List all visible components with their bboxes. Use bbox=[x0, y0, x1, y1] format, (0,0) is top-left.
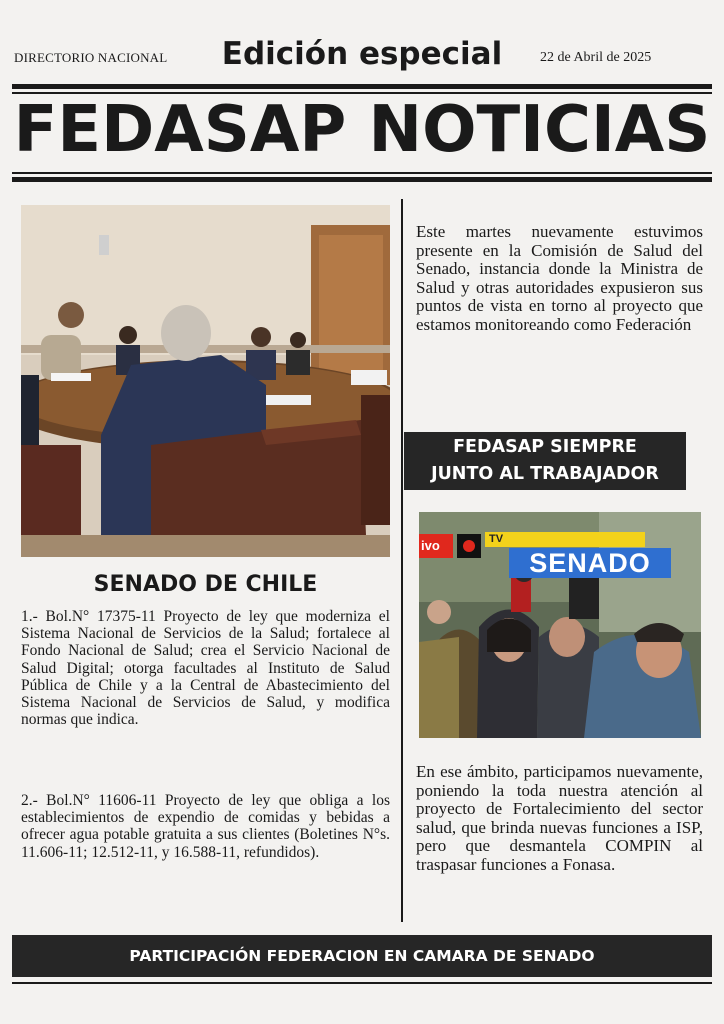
slogan-line-1: FEDASAP SIEMPRE bbox=[453, 437, 637, 457]
senate-meeting-photo bbox=[21, 205, 390, 557]
masthead-rule-top-thick bbox=[12, 84, 712, 89]
senado-tv-photo bbox=[419, 512, 701, 738]
header-directory: DIRECTORIO NACIONAL bbox=[14, 50, 168, 65]
slogan-banner bbox=[404, 432, 686, 490]
header-edition: Edición especial bbox=[221, 36, 503, 72]
senate-meeting-illustration bbox=[21, 205, 390, 557]
footer-banner-text: PARTICIPACIÓN FEDERACION EN CAMARA DE SENADO bbox=[129, 947, 595, 965]
section-title-senado: SENADO DE CHILE bbox=[93, 572, 318, 597]
closing-paragraph: En ese ámbito, participamos nuevamente, poniendo la toda nuestra atención al proyecto de Fortalecimiento del sector salud, que brinda nuevas funciones a ISP, pero que desmantela COMPIN al traspasar funciones a Fonasa. bbox=[416, 762, 703, 874]
tv-live-label: ivo bbox=[419, 534, 453, 558]
tv-record-dot-icon bbox=[457, 534, 481, 558]
footer-rule bbox=[12, 982, 712, 984]
bill-item-1: 1.- Bol.N° 17375-11 Proyecto de ley que moderniza el Sistema Nacional de Servicios de la Salud; fortalece al Fondo Nacional de Salud; crea el Servicio Nacional de Salud Digital; otorga facultades al Instituto de Salud Pública de Chile y a la Central de Abastecimiento del Sistema Nacional de Servicios de Salud, y modifica normas que indica. bbox=[21, 608, 390, 729]
bill-item-2: 2.- Bol.N° 11606-11 Proyecto de ley que obliga a los establecimientos de expendio de comidas y bebidas a ofrecer agua potable gratuita a sus clientes (Boletines N°s. 11.606-11; 12.512-11, y 16.588-11, refundidos). bbox=[21, 792, 390, 861]
masthead-rule-bottom-thick bbox=[12, 177, 712, 182]
slogan-line-2: JUNTO AL TRABAJADOR bbox=[431, 464, 659, 484]
tv-label: TV bbox=[485, 532, 645, 547]
header-date: 22 de Abril de 2025 bbox=[540, 50, 652, 65]
intro-paragraph: Este martes nuevamente estuvimos presente en la Comisión de Salud del Senado, instancia donde la Ministra de Salud y otras autoridades expusieron sus puntos de vista en torno al proyecto que estamos monitoreando como Federación bbox=[416, 222, 703, 334]
masthead-title: FEDASAP NOTICIAS bbox=[13, 93, 711, 167]
column-divider bbox=[401, 199, 403, 922]
tv-channel-label: SENADO bbox=[509, 548, 671, 578]
masthead-rule-bottom-thin bbox=[12, 172, 712, 174]
footer-banner bbox=[12, 935, 712, 977]
